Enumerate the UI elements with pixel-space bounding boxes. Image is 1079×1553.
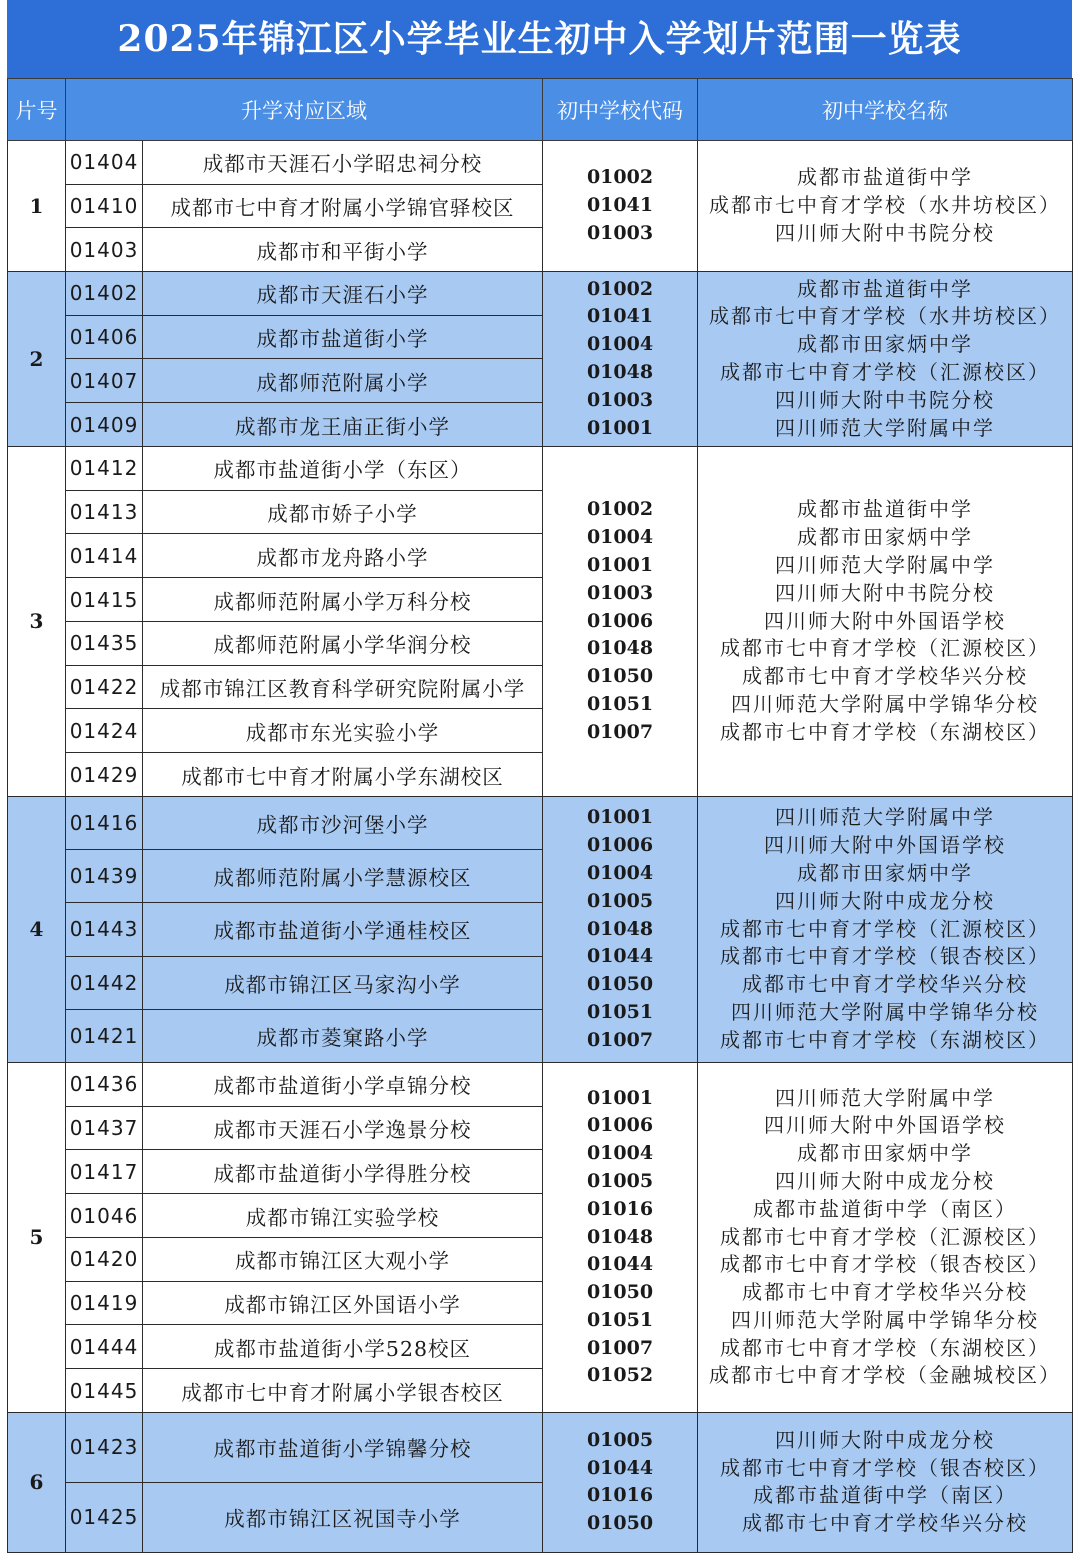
primary-school-name: 成都市锦江区大观小学 [143,1237,543,1281]
header-row [8,79,1073,141]
middle-school-name: 成都市七中育才学校（东湖校区） [720,719,1050,744]
middle-school-name: 四川师大附中书院分校 [775,580,995,605]
middle-school-name: 四川师大附中外国语学校 [764,608,1006,633]
primary-school-name: 成都师范附属小学慧源校区 [143,850,543,903]
middle-school-code: 01003 [586,221,654,244]
middle-school-code: 01050 [586,973,654,996]
primary-school-code: 01406 [66,315,143,359]
middle-school-codes [543,446,698,796]
middle-school-code: 01005 [586,1169,654,1192]
middle-school-name: 成都市盐道街中学 [797,276,973,301]
middle-school-code: 01051 [586,1308,654,1331]
middle-school-name: 成都市盐道街中学 [797,165,973,190]
primary-school-name: 成都市盐道街小学锦馨分校 [143,1412,543,1482]
middle-school-codes [543,1062,698,1412]
middle-school-code: 01004 [586,526,654,549]
primary-school-code: 01407 [66,359,143,403]
middle-school-name: 成都市七中育才学校（银杏校区） [720,1252,1050,1277]
middle-school-codes [543,271,698,446]
primary-school-name: 成都市七中育才附属小学银杏校区 [143,1369,543,1413]
middle-school-code: 01050 [586,1281,654,1304]
primary-school-name: 成都市锦江区祝国寺小学 [143,1482,543,1552]
middle-school-name: 成都市七中育才学校华兴分校 [742,1280,1028,1305]
middle-school-code: 01003 [586,388,654,411]
middle-school-name: 成都市七中育才学校（东湖校区） [720,1335,1050,1360]
primary-school-name: 成都市天涯石小学 [143,271,543,315]
middle-school-codes [543,796,698,1062]
middle-school-code: 01001 [586,806,654,829]
primary-school-code: 01443 [66,903,143,956]
primary-school-code: 01424 [66,709,143,753]
middle-school-names [698,141,1073,272]
primary-school-code: 01421 [66,1009,143,1062]
table-row [8,141,1073,185]
middle-school-codes [543,1412,698,1552]
table-row [8,1412,1073,1482]
middle-school-name: 成都市田家炳中学 [797,332,973,357]
middle-school-name: 成都市七中育才学校（水井坊校区） [709,304,1061,329]
middle-school-name: 四川师范大学附属中学 [775,415,995,440]
zone-number: 5 [8,1062,66,1412]
middle-school-name: 成都市七中育才学校（金融城校区） [709,1363,1061,1388]
table-row [8,796,1073,849]
middle-school-code: 01004 [586,861,654,884]
middle-school-name: 四川师大附中成龙分校 [775,888,995,913]
middle-school-code: 01004 [586,1142,654,1165]
table-row [8,446,1073,490]
primary-school-name: 成都市沙河堡小学 [143,796,543,849]
primary-school-code: 01423 [66,1412,143,1482]
middle-school-code: 01002 [586,498,654,521]
primary-school-name: 成都市盐道街小学 [143,315,543,359]
middle-school-name: 四川师大附中成龙分校 [775,1427,995,1452]
middle-school-code: 01044 [586,1456,654,1479]
primary-school-code: 01437 [66,1106,143,1150]
middle-school-name: 成都市七中育才学校（水井坊校区） [709,193,1061,218]
primary-school-name: 成都市盐道街小学得胜分校 [143,1150,543,1194]
middle-school-name: 成都市盐道街中学（南区） [753,1196,1017,1221]
primary-school-code: 01419 [66,1281,143,1325]
middle-school-names [698,271,1073,446]
primary-school-code: 01445 [66,1369,143,1413]
primary-school-code: 01412 [66,446,143,490]
middle-school-code: 01052 [586,1364,654,1387]
middle-school-name: 成都市七中育才学校（汇源校区） [720,359,1050,384]
allocation-table [7,78,1073,1553]
middle-school-name: 成都市七中育才学校华兴分校 [742,1511,1028,1536]
middle-school-code: 01001 [586,553,654,576]
middle-school-code: 01001 [586,1086,654,1109]
primary-school-name: 成都市盐道街小学卓锦分校 [143,1062,543,1106]
primary-school-code: 01422 [66,665,143,709]
middle-school-names [698,446,1073,796]
primary-school-code: 01403 [66,228,143,272]
zone-number: 6 [8,1412,66,1552]
primary-school-name: 成都市盐道街小学（东区） [143,446,543,490]
middle-school-name: 四川师大附中书院分校 [775,220,995,245]
zone-number: 2 [8,271,66,446]
middle-school-code: 01004 [586,333,654,356]
primary-school-code: 01435 [66,621,143,665]
primary-school-code: 01425 [66,1482,143,1552]
primary-school-code: 01442 [66,956,143,1009]
middle-school-code: 01050 [586,665,654,688]
middle-school-name: 四川师大附中书院分校 [775,387,995,412]
middle-school-code: 01051 [586,692,654,715]
middle-school-name: 四川师范大学附属中学 [775,552,995,577]
middle-school-code: 01016 [586,1197,654,1220]
header-zone: 片号 [8,79,66,141]
primary-school-name: 成都师范附属小学 [143,359,543,403]
primary-school-code: 01414 [66,534,143,578]
primary-school-code: 01409 [66,403,143,447]
middle-school-name: 成都市田家炳中学 [797,1141,973,1166]
primary-school-code: 01404 [66,141,143,185]
page-title: 2025年锦江区小学毕业生初中入学划片范围一览表 [7,0,1072,78]
primary-school-name: 成都市锦江区教育科学研究院附属小学 [143,665,543,709]
middle-school-codes [543,141,698,272]
primary-school-name: 成都市盐道街小学528校区 [143,1325,543,1369]
primary-school-code: 01439 [66,850,143,903]
middle-school-name: 四川师大附中外国语学校 [764,1113,1006,1138]
header-name: 初中学校名称 [698,79,1073,141]
middle-school-code: 01048 [586,1225,654,1248]
middle-school-code: 01005 [586,1428,654,1451]
primary-school-name: 成都市锦江实验学校 [143,1194,543,1238]
middle-school-name: 四川师大附中外国语学校 [764,833,1006,858]
zone-number: 4 [8,796,66,1062]
middle-school-names [698,1412,1073,1552]
primary-school-code: 01436 [66,1062,143,1106]
middle-school-code: 01006 [586,1114,654,1137]
middle-school-name: 四川师范大学附属中学锦华分校 [731,1307,1039,1332]
middle-school-name: 四川师范大学附属中学锦华分校 [731,691,1039,716]
primary-school-name: 成都市天涯石小学逸景分校 [143,1106,543,1150]
table-body [8,141,1073,1553]
primary-school-name: 成都市龙王庙正街小学 [143,403,543,447]
middle-school-code: 01041 [586,305,654,328]
middle-school-code: 01044 [586,1253,654,1276]
primary-school-name: 成都师范附属小学万科分校 [143,578,543,622]
middle-school-code: 01016 [586,1484,654,1507]
middle-school-code: 01048 [586,360,654,383]
primary-school-name: 成都市菱窠路小学 [143,1009,543,1062]
primary-school-name: 成都市七中育才附属小学锦官驿校区 [143,184,543,228]
middle-school-name: 成都市盐道街中学（南区） [753,1483,1017,1508]
primary-school-name: 成都市东光实验小学 [143,709,543,753]
middle-school-name: 成都市盐道街中学 [797,497,973,522]
middle-school-name: 成都市七中育才学校（汇源校区） [720,1224,1050,1249]
middle-school-names [698,796,1073,1062]
primary-school-code: 01416 [66,796,143,849]
primary-school-code: 01417 [66,1150,143,1194]
middle-school-name: 成都市七中育才学校华兴分校 [742,664,1028,689]
primary-school-code: 01402 [66,271,143,315]
primary-school-code: 01046 [66,1194,143,1238]
middle-school-name: 成都市七中育才学校（汇源校区） [720,916,1050,941]
primary-school-name: 成都市锦江区外国语小学 [143,1281,543,1325]
middle-school-code: 01001 [586,416,654,439]
middle-school-code: 01048 [586,637,654,660]
table-row [8,1062,1073,1106]
primary-school-name: 成都师范附属小学华润分校 [143,621,543,665]
middle-school-name: 成都市七中育才学校华兴分校 [742,972,1028,997]
middle-school-name: 成都市田家炳中学 [797,525,973,550]
middle-school-code: 01005 [586,889,654,912]
primary-school-code: 01415 [66,578,143,622]
table-row [8,271,1073,315]
primary-school-name: 成都市娇子小学 [143,490,543,534]
primary-school-name: 成都市龙舟路小学 [143,534,543,578]
primary-school-code: 01410 [66,184,143,228]
header-area: 升学对应区域 [66,79,543,141]
middle-school-code: 01044 [586,945,654,968]
middle-school-code: 01003 [586,581,654,604]
middle-school-code: 01006 [586,834,654,857]
middle-school-code: 01041 [586,194,654,217]
middle-school-code: 01007 [586,1336,654,1359]
middle-school-name: 四川师大附中成龙分校 [775,1168,995,1193]
middle-school-code: 01002 [586,277,654,300]
primary-school-name: 成都市七中育才附属小学东湖校区 [143,753,543,797]
zone-number: 1 [8,141,66,272]
middle-school-name: 成都市七中育才学校（汇源校区） [720,636,1050,661]
primary-school-name: 成都市和平街小学 [143,228,543,272]
primary-school-code: 01413 [66,490,143,534]
middle-school-name: 成都市七中育才学校（银杏校区） [720,944,1050,969]
middle-school-code: 01006 [586,609,654,632]
middle-school-names [698,1062,1073,1412]
middle-school-name: 四川师范大学附属中学 [775,1085,995,1110]
middle-school-code: 01050 [586,1512,654,1535]
middle-school-name: 四川师范大学附属中学锦华分校 [731,999,1039,1024]
primary-school-code: 01429 [66,753,143,797]
middle-school-name: 成都市七中育才学校（东湖校区） [720,1027,1050,1052]
zone-number: 3 [8,446,66,796]
middle-school-code: 01007 [586,1028,654,1051]
header-code: 初中学校代码 [543,79,698,141]
middle-school-name: 成都市七中育才学校（银杏校区） [720,1455,1050,1480]
primary-school-name: 成都市盐道街小学通桂校区 [143,903,543,956]
primary-school-name: 成都市天涯石小学昭忠祠分校 [143,141,543,185]
middle-school-code: 01007 [586,720,654,743]
middle-school-code: 01002 [586,166,654,189]
middle-school-name: 成都市田家炳中学 [797,860,973,885]
primary-school-name: 成都市锦江区马家沟小学 [143,956,543,1009]
middle-school-name: 四川师范大学附属中学 [775,805,995,830]
primary-school-code: 01420 [66,1237,143,1281]
primary-school-code: 01444 [66,1325,143,1369]
middle-school-code: 01051 [586,1000,654,1023]
middle-school-code: 01048 [586,917,654,940]
